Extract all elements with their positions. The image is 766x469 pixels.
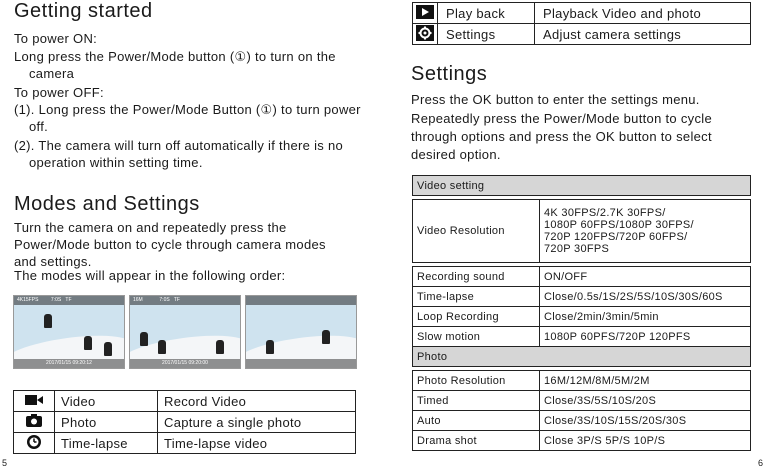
mode-row-video (14, 391, 356, 412)
osd-resolution: 16M (133, 297, 143, 303)
timelapse-mode-screenshot (245, 295, 357, 369)
osd-top-bar (14, 296, 124, 305)
mode-icon-cell (14, 412, 55, 433)
settings-text-2: Repeatedly press the Power/Mode button to cycle through options and press the OK button to select desired option. (411, 111, 712, 162)
skier (266, 340, 274, 354)
osd-top-bar (246, 296, 356, 305)
modes-order-text: The modes will appear in the following order: (14, 268, 286, 283)
modes-and-settings-title: Modes and Settings (14, 193, 200, 215)
mode-row-playback (413, 3, 751, 24)
photo-mode-screenshot (129, 295, 241, 369)
setting-key: Auto (413, 411, 540, 431)
mode-row-photo (14, 412, 356, 433)
setting-value: 1080P 60PFS/720P 120PFS (540, 327, 751, 347)
mode-name: Time-lapse (55, 433, 158, 454)
setting-key: Loop Recording (413, 307, 540, 327)
skier (104, 342, 112, 356)
power-off-step-1: (1). Long press the Power/Mode Button (①) to turn power off. (14, 102, 361, 134)
video-camera-icon (25, 394, 43, 406)
settings-gear-icon (416, 25, 434, 41)
setting-value: ON/OFF (540, 267, 751, 287)
mode-name: Photo (55, 412, 158, 433)
setting-key: Recording sound (413, 267, 540, 287)
setting-row (413, 200, 751, 263)
setting-row (413, 431, 751, 451)
mode-icon-cell (14, 433, 55, 454)
osd-bottom-bar: 2017/01/15 09:20:00 (130, 359, 240, 368)
setting-key: Drama shot (413, 431, 540, 451)
skier (158, 340, 166, 354)
mode-row-timelapse (14, 433, 356, 454)
mode-description: Time-lapse video (158, 433, 356, 454)
modes-table (13, 390, 356, 454)
photo-setting-header: Photo (413, 347, 751, 367)
power-on-text: Long press the Power/Mode button (①) to turn on the camera (14, 49, 336, 81)
settings-table (412, 175, 751, 451)
osd-card-badge: TF (173, 297, 180, 303)
mode-row-settings (413, 24, 751, 45)
getting-started-title: Getting started (14, 0, 153, 22)
setting-key: Time-lapse (413, 287, 540, 307)
osd-bottom-bar (246, 359, 356, 368)
setting-row (413, 391, 751, 411)
setting-row (413, 411, 751, 431)
settings-title: Settings (411, 63, 488, 85)
power-off-heading: To power OFF: (14, 85, 104, 100)
setting-row (413, 307, 751, 327)
osd-card-badge: TF (65, 297, 72, 303)
setting-row (413, 287, 751, 307)
osd-resolution: 4K15FPS (17, 297, 39, 303)
video-mode-screenshot (13, 295, 125, 369)
osd-top-bar (130, 296, 240, 305)
mode-name: Video (55, 391, 158, 412)
mode-name: Settings (438, 24, 535, 45)
mode-icon-cell (413, 24, 438, 45)
mode-name: Play back (438, 3, 535, 24)
setting-value: Close/2min/3min/5min (540, 307, 751, 327)
setting-value: Close/3S/10S/15S/20S/30S (540, 411, 751, 431)
modes-table-continued (412, 2, 751, 45)
mode-icon-cell (413, 3, 438, 24)
skier (216, 340, 224, 354)
osd-time: 7:0S (159, 297, 170, 303)
timelapse-clock-icon (26, 434, 42, 450)
osd-bottom-bar: 2017/01/15 09:20:12 (14, 359, 124, 368)
setting-value: Close/0.5s/1S/2S/5S/10S/30S/60S (540, 287, 751, 307)
skier (84, 336, 92, 350)
setting-value: Close/3S/5S/10S/20S (540, 391, 751, 411)
page-number-left: 5 (2, 458, 8, 468)
setting-row (413, 267, 751, 287)
setting-value: Close 3P/S 5P/S 10P/S (540, 431, 751, 451)
skier (44, 314, 52, 328)
video-setting-header: Video setting (413, 176, 751, 196)
setting-key: Slow motion (413, 327, 540, 347)
setting-key: Photo Resolution (413, 371, 540, 391)
skier (140, 332, 148, 346)
mode-description: Adjust camera settings (535, 24, 751, 45)
setting-row (413, 371, 751, 391)
modes-intro-text: Turn the camera on and repeatedly press the Power/Mode button to cycle through camera modes and settings. (14, 220, 326, 269)
setting-key: Timed (413, 391, 540, 411)
setting-value: 16M/12M/8M/5M/2M (540, 371, 751, 391)
mode-description: Capture a single photo (158, 412, 356, 433)
power-on-heading: To power ON: (14, 31, 98, 46)
mode-description: Record Video (158, 391, 356, 412)
skier (322, 330, 330, 344)
photo-camera-icon (26, 414, 42, 427)
setting-row (413, 327, 751, 347)
mode-description: Playback Video and photo (535, 3, 751, 24)
setting-value: 4K 30FPS/2.7K 30FPS/ 1080P 60FPS/1080P 30FPS/ 720P 120FPS/720P 60FPS/ 720P 30FPS (540, 200, 751, 263)
osd-time: 7:0S (50, 297, 62, 303)
power-off-step-2: (2). The camera will turn off automatically if there is no operation within setting time. (14, 138, 344, 170)
settings-text-1: Press the OK button to enter the settings menu. (411, 92, 700, 107)
playback-icon (416, 5, 434, 19)
setting-key: Video Resolution (413, 200, 540, 263)
mode-icon-cell (14, 391, 55, 412)
page-number-right: 6 (758, 458, 764, 468)
